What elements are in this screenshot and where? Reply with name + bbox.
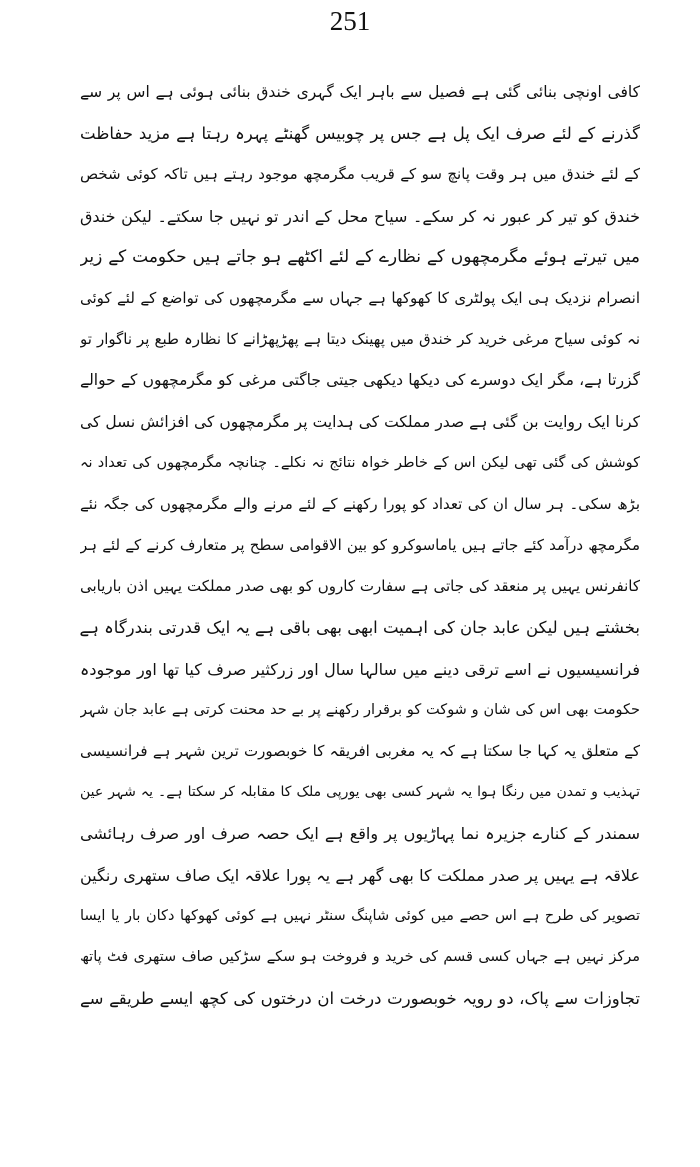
text-line: نہ کوئی سیاح مرغی خرید کر خندق میں پھینک دیتا ہے پھڑپھڑانے کا نظارہ طبع پر ناگوار تو bbox=[80, 330, 640, 349]
text-line: کافی اونچی بنائی گئی ہے فصیل سے باہر ایک گہری خندق بنائی ہوئی ہے اس پر سے bbox=[80, 83, 640, 101]
text-line: گذرنے کے لئے صرف ایک پل ہے جس پر چوبیس گھنٹے پہرہ رہتا ہے مزید حفاظت bbox=[80, 124, 640, 144]
text-line: تصویر کی طرح ہے اس حصے میں کوئی شاپنگ سنٹر نہیں ہے کوئی کھوکھا دکان بار یا ایسا bbox=[80, 907, 640, 924]
text-line: بڑھ سکی۔ ہر سال ان کی تعداد کو پورا رکھنے کے لئے مرنے والے مگرمچھوں کی جگہ نئے bbox=[80, 494, 640, 513]
text-line: حکومت بھی اس کی شان و شوکت کو برقرار رکھنے پر بے حد محنت کرتی ہے عابد جان شہر bbox=[80, 701, 640, 718]
text-line: کرنا ایک روایت بن گئی ہے صدر مملکت کی ہدایت پر مگرمچھوں کی افزائش نسل کی bbox=[80, 412, 640, 431]
text-line: تجاوزات سے پاک، دو رویہ خوبصورت درخت ان درختوں کی کچھ ایسے طریقے سے bbox=[80, 989, 640, 1009]
text-line: علاقہ ہے یہیں پر صدر مملکت کا بھی گھر ہے یہ پورا علاقہ ایک صاف ستھری رنگین bbox=[80, 865, 640, 885]
text-line: بخشتے ہیں لیکن عابد جان کی اہمیت ابھی بھی باقی ہے یہ ایک قدرتی بندرگاہ ہے bbox=[80, 618, 640, 638]
page-number: 251 bbox=[329, 6, 371, 36]
text-line: تہذیب و تمدن میں رنگا ہوا یہ شہر کسی بھی یورپی ملک کا مقابلہ کر سکتا ہے۔ یہ شہر عین bbox=[80, 784, 640, 801]
text-line: کانفرنس یہیں پر منعقد کی جاتی ہے سفارت کاروں کو بھی صدر مملکت یہیں اذن باریابی bbox=[80, 577, 640, 596]
text-line: کے لئے خندق میں ہر وقت پانچ سو کے قریب مگرمچھ موجود رہتے ہیں تاکہ کوئی شخص bbox=[80, 165, 640, 184]
text-line: کے متعلق یہ کہا جا سکتا ہے کہ یہ مغربی افریقہ کا خوبصورت ترین شہر ہے فرانسیسی bbox=[80, 742, 640, 760]
text-line: میں تیرتے ہوئے مگرمچھوں کے نظارے کے لئے اکٹھے ہو جاتے ہیں حکومت کے زیر bbox=[80, 246, 640, 267]
text-line: گزرتا ہے، مگر ایک دوسرے کی دیکھا دیکھی جیتی جاگتی مرغی کو مگرمچھوں کے حوالے bbox=[80, 371, 640, 390]
text-line: سمندر کے کنارے جزیرہ نما پہاڑیوں پر واقع ہے ایک حصہ صرف اور صرف رہائشی bbox=[80, 824, 640, 844]
text-line: انصرام نزدیک ہی ایک پولٹری کا کھوکھا ہے جہاں سے مگرمچھوں کی تواضع کے لئے کوئی bbox=[80, 288, 640, 307]
body-text bbox=[80, 72, 640, 1019]
text-line: کوشش کی گئی تھی لیکن اس کے خاطر خواہ نتائج نہ نکلے۔ چنانچہ مگرمچھوں کی تعداد نہ bbox=[80, 454, 640, 471]
text-line: مگرمچھ درآمد کئے جاتے ہیں یاماسوکرو کو بین الاقوامی سطح پر متعارف کرنے کے لئے ہر bbox=[80, 536, 640, 555]
text-line: مرکز نہیں ہے جہاں کسی قسم کی خرید و فروخت ہو سکے سڑکیں صاف ستھری فٹ پاتھ bbox=[80, 948, 640, 965]
text-line: خندق کو تیر کر عبور نہ کر سکے۔ سیاح محل کے اندر تو نہیں جا سکتے۔ لیکن خندق bbox=[80, 206, 640, 226]
text-line: فرانسیسیوں نے اسے ترقی دینے میں سالہا سال اور زرکثیر صرف کیا تھا اور موجودہ bbox=[80, 659, 640, 679]
